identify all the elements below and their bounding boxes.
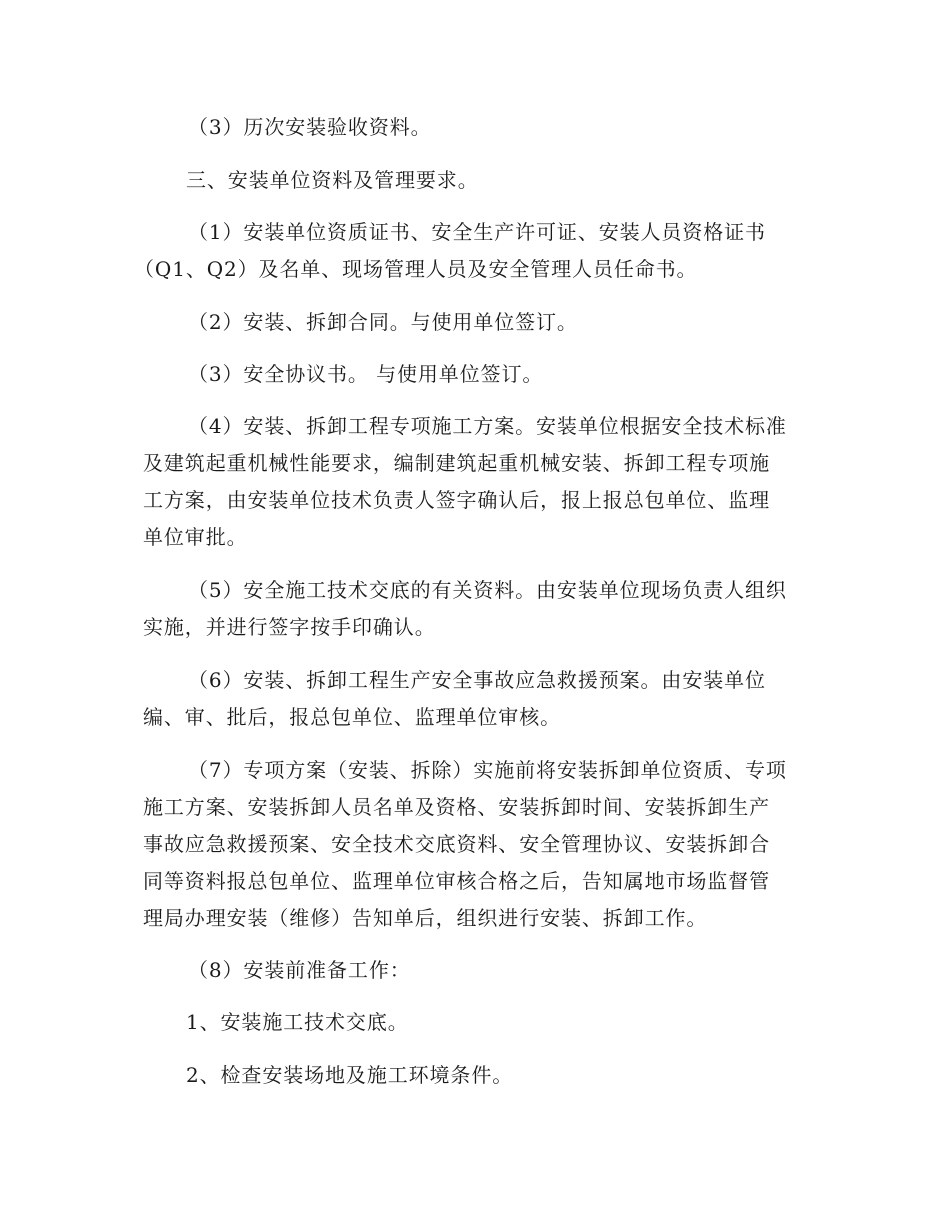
paragraph-qualification-certificates bbox=[134, 214, 811, 288]
paragraph-preparation-heading bbox=[143, 952, 811, 989]
text-line: 1、安装施工技术交底。 bbox=[186, 1010, 409, 1034]
text-line: 施工方案、安装拆卸人员名单及资格、安装拆卸时间、安装拆卸生产 bbox=[143, 795, 770, 819]
text-line: 实施，并进行签字按手印确认。 bbox=[143, 615, 436, 639]
text-line: 编、审、批后，报总包单位、监理单位审核。 bbox=[143, 705, 561, 729]
paragraph-install-acceptance-records bbox=[143, 109, 811, 146]
text-line: 理局办理安装（维修）告知单后，组织进行安装、拆卸工作。 bbox=[143, 906, 708, 930]
text-line: 工方案，由安装单位技术负责人签字确认后，报上报总包单位、监理 bbox=[143, 488, 770, 512]
text-line: （3）历次安装验收资料。 bbox=[188, 115, 432, 139]
text-line: 及建筑起重机械性能要求，编制建筑起重机械安装、拆卸工程专项施 bbox=[143, 451, 770, 475]
paragraph-install-contract bbox=[143, 304, 811, 341]
paragraph-emergency-plan bbox=[143, 662, 811, 736]
text-line: 2、检查安装场地及施工环境条件。 bbox=[186, 1063, 514, 1087]
paragraph-technical-briefing bbox=[143, 572, 811, 646]
text-line: 三、安装单位资料及管理要求。 bbox=[186, 168, 479, 192]
text-line: （5）安全施工技术交底的有关资料。由安装单位现场负责人组织 bbox=[188, 578, 787, 602]
paragraph-special-construction-plan bbox=[143, 408, 811, 556]
paragraph-pre-implementation-filing bbox=[143, 752, 811, 937]
text-line: 事故应急救援预案、安全技术交底资料、安全管理协议、安装拆卸合 bbox=[143, 832, 770, 856]
list-item-technical-briefing bbox=[143, 1004, 811, 1041]
paragraph-safety-agreement bbox=[143, 356, 811, 393]
text-line: （Q1、Q2）及名单、现场管理人员及安全管理人员任命书。 bbox=[134, 257, 698, 281]
text-line: （3）安全协议书。 与使用单位签订。 bbox=[188, 362, 544, 386]
text-line: 单位审批。 bbox=[143, 525, 248, 549]
list-item-site-inspection bbox=[143, 1057, 811, 1094]
text-line: （4）安装、拆卸工程专项施工方案。安装单位根据安全技术标准 bbox=[188, 414, 787, 438]
text-line: （8）安装前准备工作： bbox=[188, 958, 411, 982]
text-line: （6）安装、拆卸工程生产安全事故应急救援预案。由安装单位 bbox=[188, 668, 766, 692]
text-line: （2）安装、拆卸合同。与使用单位签订。 bbox=[188, 310, 578, 334]
text-line: （1）安装单位资质证书、安全生产许可证、安装人员资格证书 bbox=[188, 220, 766, 244]
text-line: 同等资料报总包单位、监理单位审核合格之后，告知属地市场监督管 bbox=[143, 869, 770, 893]
section-heading-installer-requirements bbox=[143, 162, 811, 199]
text-line: （7）专项方案（安装、拆除）实施前将安装拆卸单位资质、专项 bbox=[188, 758, 787, 782]
